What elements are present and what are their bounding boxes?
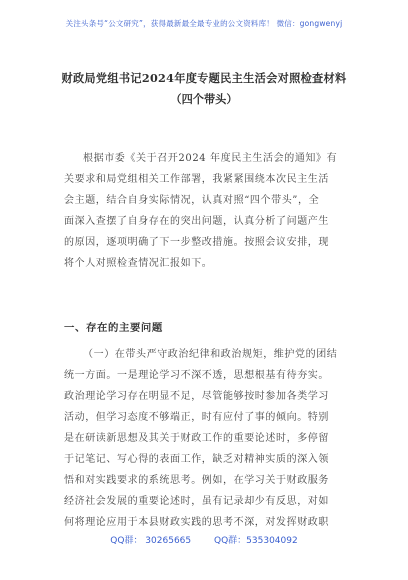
section-heading: 一、存在的主要问题	[64, 322, 163, 334]
intro-line: 会主题，结合自身实际情况，认真对照“四个带头”，全	[64, 195, 320, 206]
footer	[0, 533, 408, 546]
section-line: 活动，但学习态度不够端正，时有应付了事的倾向。特别	[64, 412, 329, 423]
intro-line: 将个人对照检查情况汇报如下。	[64, 258, 213, 269]
document-subtitle: （四个带头）	[170, 92, 238, 106]
section-line: 何将理论应用于本县财政实践的思考不深，对发挥财政职	[64, 517, 329, 528]
intro-line: 的原因，逐项明确了下一步整改措施。按照会议安排，现	[64, 237, 329, 248]
intro-line: 面深入查摆了自身存在的突出问题，认真分析了问题产生	[64, 216, 329, 227]
promo-banner: 关注头条号“公文研究”，获得最新最全最专业的公文资料库！ 微信：gongwenyj	[65, 19, 343, 28]
section-line: 经济社会发展的重要论述时，虽有记录却少有反思，对如	[64, 496, 329, 507]
section-line: 政治理论学习存在明显不足，尽管能够按时参加各类学习	[64, 391, 329, 402]
intro-line: 根据市委《关于召开2024 年度民主生活会的通知》有	[83, 153, 338, 164]
qq-group-1: QQ群： 30265665	[110, 536, 192, 546]
qq-group-2: QQ群：535304092	[214, 536, 298, 546]
section-line: 是在研读新思想及其关于财政工作的重要论述时，多停留	[64, 433, 329, 444]
section-paragraph	[64, 344, 346, 533]
document-title: 财政局党组书记2024年度专题民主生活会对照检查材料	[61, 71, 347, 85]
intro-line: 关要求和局党组相关工作部署，我紧紧围绕本次民主生活	[64, 174, 329, 185]
section-line: （一）在带头严守政治纪律和政治规矩，维护党的团结	[83, 349, 338, 360]
section-line: 统一方面。一是理论学习不深不透，思想根基有待夯实。	[64, 370, 329, 381]
intro-paragraph	[64, 148, 346, 274]
section-line: 于记笔记、写心得的表面工作，缺乏对精神实质的深入领	[64, 454, 329, 465]
section-line: 悟和对实践要求的系统思考。例如，在学习关于财政服务	[64, 475, 329, 486]
